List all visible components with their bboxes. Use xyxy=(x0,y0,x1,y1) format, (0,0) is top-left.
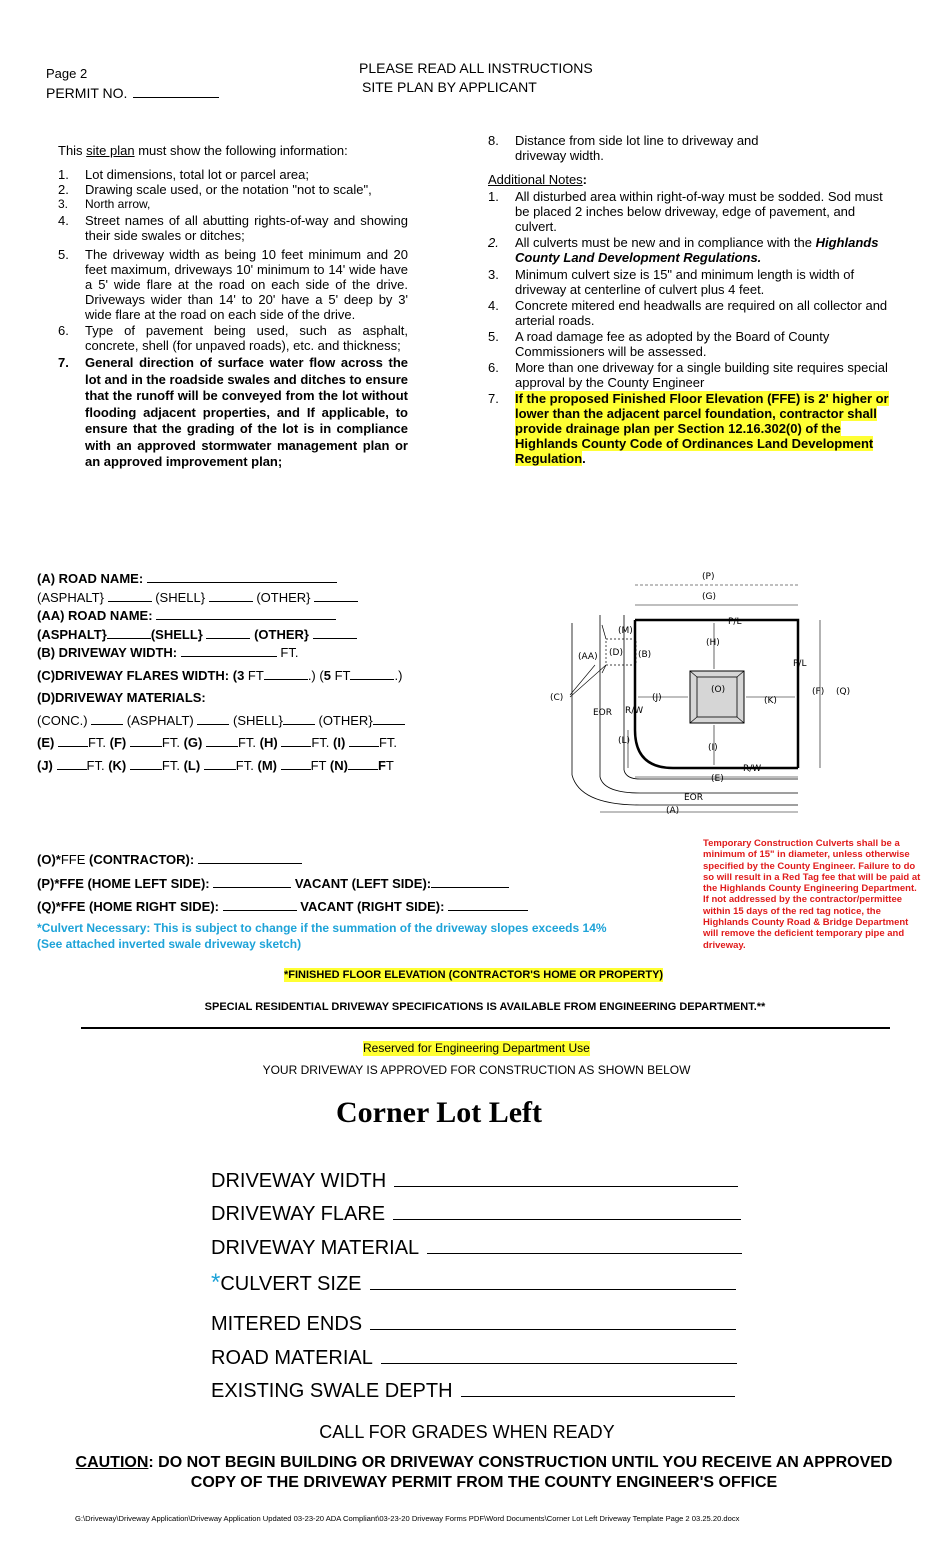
approval-driveway-material xyxy=(211,1235,742,1260)
culvert-note-line1 xyxy=(37,920,607,936)
approval-driveway-flare-field[interactable] xyxy=(393,1201,741,1220)
flares-label: (C)DRIVEWAY FLARES WIDTH: ( xyxy=(37,667,238,683)
dim-l-label: (L) xyxy=(183,757,201,773)
driveway-flares-row xyxy=(37,667,497,686)
item-number: 7. xyxy=(58,355,69,370)
dim-i-field[interactable] xyxy=(349,734,379,747)
approval-driveway-material-field[interactable] xyxy=(427,1235,742,1254)
driveway-width-row xyxy=(37,644,497,663)
page-title: Corner Lot Left xyxy=(335,1096,543,1129)
item-text: All disturbed area within right-of-way must be sodded. Sod must be placed 2 inches below driveway, edge of pavement, and culvert. xyxy=(515,189,883,234)
finished-floor-note: *FINISHED FLOOR ELEVATION (CONTRACTOR'S HOME OR PROPERTY) xyxy=(284,969,664,981)
diagram-label-e: (E) xyxy=(711,774,724,784)
diagram-label-o: (O) xyxy=(711,685,726,695)
driveway-width-label: (B) DRIVEWAY WIDTH: xyxy=(37,645,178,660)
approval-driveway-width xyxy=(211,1168,738,1193)
site-plan-requirements xyxy=(58,167,408,471)
diagram-label-m: (M) xyxy=(618,626,633,636)
dim-g-field[interactable] xyxy=(206,734,238,747)
ft-label: FT. xyxy=(235,757,254,773)
dim-i-label: (I) xyxy=(333,735,346,750)
diagram-label-a: (A) xyxy=(666,806,680,816)
driveway-materials-row xyxy=(37,689,497,708)
approval-label: EXISTING SWALE DEPTH xyxy=(211,1380,453,1402)
diagram-label-h: (H) xyxy=(706,638,720,648)
shell-label: (SHELL} xyxy=(155,589,206,605)
caution-label: CAUTION xyxy=(75,1454,149,1471)
dim-f-label: (F) xyxy=(109,735,127,750)
additional-notes-list xyxy=(488,189,900,466)
special-spec-note: SPECIAL RESIDENTIAL DRIVEWAY SPECIFICATIONS IS AVAILABLE FROM ENGINEERING DEPARTMENT.** xyxy=(204,1001,766,1013)
list-item xyxy=(488,133,898,163)
approval-swale-depth-field[interactable] xyxy=(461,1378,735,1397)
ft-label: FT. xyxy=(161,757,180,773)
flare-5-field[interactable] xyxy=(350,667,394,680)
diagram-label-l: (L) xyxy=(618,736,631,746)
vacant-left-field[interactable] xyxy=(431,875,509,888)
approval-label: DRIVEWAY FLARE xyxy=(211,1203,386,1225)
ffe-contractor-field[interactable] xyxy=(198,851,302,864)
dim-e-field[interactable] xyxy=(58,734,88,747)
item-text-bold: Highlands County Land Development Regulations. xyxy=(515,235,879,265)
ffe-o-ffe: FFE xyxy=(60,852,90,867)
approval-mitered-ends-field[interactable] xyxy=(370,1311,736,1330)
dim-n-field[interactable] xyxy=(348,757,378,770)
intro-prefix: This xyxy=(58,143,87,158)
item-number: 4. xyxy=(58,213,69,228)
shell-label: (SHELL} xyxy=(150,626,203,642)
ffe-right-label: (Q)*FFE (HOME RIGHT SIDE): xyxy=(37,899,219,914)
item-number: 5. xyxy=(488,329,499,344)
list-item xyxy=(58,167,408,182)
site-plan-heading: SITE PLAN BY APPLICANT xyxy=(362,79,537,95)
item-text: Type of pavement being used, such as asphalt, concrete, shell (for unpaved roads), etc. and thickness; xyxy=(85,323,408,353)
ft-label: FT xyxy=(334,667,351,683)
item-number: 3. xyxy=(488,267,499,282)
item-number: 4. xyxy=(488,298,499,313)
list-item xyxy=(58,247,408,322)
diagram-label-g: (G) xyxy=(702,592,716,602)
dim-g-label: (G) xyxy=(183,735,203,750)
diagram-label-q: (Q) xyxy=(836,687,851,697)
notes-title-colon: : xyxy=(582,172,588,187)
asphalt-field[interactable] xyxy=(107,626,151,639)
list-item xyxy=(488,235,900,265)
item-number: 7. xyxy=(488,391,499,406)
dim-m-label: (M) xyxy=(257,757,277,773)
site-plan-requirement-8 xyxy=(488,133,898,163)
item-number: 8. xyxy=(488,133,499,148)
item-text: The driveway width as being 10 feet minimum and 20 feet maximum, driveways 10' minimum to 14' wide have a 5' wide flare at the road on each side of the drive. Driveways wider than 14' to 20' have a 5' deep by 3' wide flare at the road on each side of the drive. xyxy=(85,247,408,322)
culvert-star: * xyxy=(37,921,42,935)
item-number: 5. xyxy=(58,247,69,262)
temporary-culvert-note: Temporary Construction Culverts shall be a minimum of 15" in diameter, unless otherwise specified by the County Engineer. Failure to do so will result in a Red Tag fee that will be paid at the Highlands County Engineering Department. If not addressed by the contractor/permittee within 15 days of the red tag notice, the Highlands County Road & Bridge Department will remove the deficient temporary pipe and driveway. xyxy=(703,838,921,951)
dim-f-field[interactable] xyxy=(130,734,162,747)
item-number: 3. xyxy=(58,197,69,211)
corner-lot-diagram xyxy=(540,565,870,827)
footer-file-path: G:\Driveway\Driveway Application\Driveway Application Updated 03-23-20 ADA Compliant\03-23-20 Driveway Forms PDF\Word Documents\Corner Lot Left Driveway Template Page 2 03.25.20.docx xyxy=(75,1514,740,1523)
divider-line xyxy=(81,1027,890,1029)
road-a-surface-row xyxy=(37,589,497,608)
approval-swale-depth xyxy=(211,1378,735,1403)
diagram-label-i: (I) xyxy=(708,743,718,753)
ft-label-tail: T xyxy=(385,757,394,773)
diagram-label-rw-left: R/W xyxy=(625,706,644,716)
flare-3-field[interactable] xyxy=(264,667,308,680)
additional-notes-title xyxy=(488,172,587,187)
vacant-right-field[interactable] xyxy=(448,898,528,911)
item-text: General direction of surface water flow across the lot and in the roadside swales and ditches to ensure that the runoff will be conveyed from the lot without flooding adjacent properties, and If applicable, to ensure that the grading of the lot is in compliance with an approved stormwater management plan or an approved improvement plan; xyxy=(85,355,408,469)
permit-number-field[interactable] xyxy=(133,85,219,98)
road-name-a-field[interactable] xyxy=(147,570,337,583)
shell-field[interactable] xyxy=(206,626,250,639)
ft-label: FT xyxy=(247,667,264,683)
shell-label: (SHELL} xyxy=(232,712,283,728)
diagram-label-b: (B) xyxy=(638,650,652,660)
caution-notice xyxy=(0,1453,950,1493)
ft-label: F xyxy=(377,757,386,773)
driveway-width-field[interactable] xyxy=(181,644,277,657)
flares-3: 3 xyxy=(237,667,245,683)
diagram-label-pl-top: P/L xyxy=(728,617,742,627)
permit-number xyxy=(46,85,219,101)
approval-label: DRIVEWAY MATERIAL xyxy=(211,1237,420,1259)
asphalt-field[interactable] xyxy=(108,589,152,602)
item-period: . xyxy=(582,451,586,466)
list-item xyxy=(58,182,408,197)
item-text: North arrow, xyxy=(85,197,151,211)
dim-h-label: (H) xyxy=(259,735,278,750)
ffe-contractor-row xyxy=(37,848,528,872)
dim-l-field[interactable] xyxy=(204,757,236,770)
approved-note: YOUR DRIVEWAY IS APPROVED FOR CONSTRUCTION AS SHOWN BELOW xyxy=(262,1063,691,1077)
culvert-text: This is subject to change if the summation of the driveway slopes exceeds 14% xyxy=(150,921,607,935)
ffe-fields xyxy=(37,848,528,919)
reserved-note: Reserved for Engineering Department Use xyxy=(363,1041,590,1055)
ft-label: FT. xyxy=(86,757,105,773)
item-text: All culverts must be new and in compliance with the xyxy=(515,235,816,250)
road-name-a-row xyxy=(37,570,497,589)
road-name-a-label: (A) ROAD NAME: xyxy=(37,571,144,586)
call-for-grades: CALL FOR GRADES WHEN READY xyxy=(319,1422,615,1442)
site-plan-term: site plan xyxy=(86,143,135,158)
diagram-label-eor: EOR xyxy=(593,708,613,718)
culvert-size-star: * xyxy=(211,1269,221,1296)
item-text-highlighted: If the proposed Finished Floor Elevation (FFE) is 2' higher or lower than the adjacent parcel foundation, contractor shall provide drainage plan per Section 12.16.302(0) of the Highlands County Code of Ordinances Land Development Regulation xyxy=(515,391,889,466)
dimensions-row-j xyxy=(37,757,497,776)
vacant-right-label: VACANT (RIGHT SIDE): xyxy=(300,899,445,914)
road-aa-surface-row xyxy=(37,626,497,645)
dim-j-field[interactable] xyxy=(57,757,87,770)
approval-label: DRIVEWAY WIDTH xyxy=(211,1170,387,1192)
flares-separator: .) ( xyxy=(307,667,324,683)
road-name-aa-label: (AA) ROAD NAME: xyxy=(37,608,153,623)
ft-label: FT xyxy=(310,757,327,773)
item-text: Drawing scale used, or the notation "not to scale", xyxy=(85,182,372,197)
site-plan-intro xyxy=(58,143,348,158)
approval-driveway-width-field[interactable] xyxy=(394,1168,738,1187)
road-name-aa-row xyxy=(37,607,497,626)
other-field[interactable] xyxy=(313,626,357,639)
dim-k-field[interactable] xyxy=(130,757,162,770)
culvert-note-line2: (See attached inverted swale driveway sketch) xyxy=(37,937,302,951)
ft-label: FT. xyxy=(378,735,397,750)
ffe-left-row xyxy=(37,872,528,896)
item-text: Minimum culvert size is 15" and minimum length is width of driveway at centerline of culvert plus 4 feet. xyxy=(515,267,855,297)
dim-e-label: (E) xyxy=(37,735,55,750)
approval-culvert-size xyxy=(211,1271,736,1296)
diagram-label-pl-right: P/L xyxy=(793,659,807,669)
diagram-label-rw-bottom: R/W xyxy=(743,764,762,774)
culvert-bold: Culvert Necessary: xyxy=(41,921,151,935)
item-text: More than one driveway for a single building site requires special approval by the County Engineer xyxy=(515,360,888,390)
instructions-heading: PLEASE READ ALL INSTRUCTIONS xyxy=(359,60,593,76)
caution-text: : DO NOT BEGIN BUILDING OR DRIVEWAY CONSTRUCTION UNTIL YOU RECEIVE AN APPROVED xyxy=(148,1454,893,1471)
other-field[interactable] xyxy=(314,589,358,602)
dim-n-label: (N) xyxy=(329,757,348,773)
list-item xyxy=(488,360,900,390)
driveway-form xyxy=(37,570,497,775)
list-item xyxy=(488,298,900,328)
dim-h-field[interactable] xyxy=(281,734,311,747)
flares-5: 5 xyxy=(323,667,331,683)
culvert-note xyxy=(37,920,607,952)
diagram-label-k: (K) xyxy=(764,696,777,706)
intro-suffix: must show the following information: xyxy=(134,143,348,158)
item-text: Concrete mitered end headwalls are required on all collector and arterial roads. xyxy=(515,298,888,328)
approval-road-material-field[interactable] xyxy=(381,1345,737,1364)
list-item xyxy=(58,355,408,471)
ffe-right-field[interactable] xyxy=(223,898,297,911)
approval-culvert-size-field[interactable] xyxy=(370,1271,736,1290)
approval-label: MITERED ENDS xyxy=(211,1313,363,1335)
conc-label: (CONC.) xyxy=(37,712,88,728)
ffe-left-field[interactable] xyxy=(213,875,291,888)
ft-label: FT. xyxy=(237,735,257,750)
conc-field[interactable] xyxy=(91,712,123,725)
asphalt-field[interactable] xyxy=(197,712,229,725)
ffe-right-row xyxy=(37,895,528,919)
shell-field[interactable] xyxy=(283,712,315,725)
dimensions-row-e xyxy=(37,734,497,753)
road-name-aa-field[interactable] xyxy=(156,607,336,620)
other-label: (OTHER} xyxy=(254,626,309,642)
asphalt-label: (ASPHALT} xyxy=(37,626,107,642)
diagram-label-aa: (AA) xyxy=(578,652,598,662)
list-item xyxy=(58,323,408,353)
other-field[interactable] xyxy=(373,712,405,725)
asphalt-label: (ASPHALT) xyxy=(126,712,194,728)
other-label: (OTHER} xyxy=(256,589,311,605)
item-text: A road damage fee as adopted by the Board of County Commissioners will be assessed. xyxy=(515,329,830,359)
permit-label: PERMIT NO. xyxy=(46,85,128,101)
asphalt-label: (ASPHALT} xyxy=(37,589,104,605)
materials-options-row xyxy=(37,712,497,731)
item-number: 2. xyxy=(58,182,69,197)
list-item xyxy=(488,329,900,359)
ffe-left-label: (P)*FFE (HOME LEFT SIDE): xyxy=(37,875,210,891)
approval-driveway-flare xyxy=(211,1201,741,1226)
list-item xyxy=(488,189,900,234)
approval-label: ROAD MATERIAL xyxy=(211,1347,373,1369)
ffe-o-prefix: (O)* xyxy=(37,852,61,867)
dim-k-label: (K) xyxy=(108,757,127,773)
dim-j-label: (J) xyxy=(37,757,53,773)
caution-line2: COPY OF THE DRIVEWAY PERMIT FROM THE COUNTY ENGINEER'S OFFICE xyxy=(190,1474,778,1491)
ft-label: FT. xyxy=(280,645,299,660)
list-item xyxy=(58,213,408,243)
diagram-label-p: (P) xyxy=(702,572,715,582)
item-text: Street names of all abutting rights-of-way and showing their side swales or ditches; xyxy=(85,213,408,243)
flares-end: .) xyxy=(394,667,403,683)
approval-road-material xyxy=(211,1345,737,1370)
ft-label: FT. xyxy=(311,735,330,750)
item-number: 6. xyxy=(488,360,499,375)
item-text: Lot dimensions, total lot or parcel area; xyxy=(85,167,310,182)
diagram-label-f: (F) xyxy=(812,687,825,697)
approval-label: CULVERT SIZE xyxy=(220,1273,362,1295)
vacant-left-label: VACANT (LEFT SIDE): xyxy=(294,875,432,891)
item-number: 1. xyxy=(58,167,69,182)
item-number: 2. xyxy=(488,235,499,250)
dim-m-field[interactable] xyxy=(281,757,311,770)
ft-label: FT. xyxy=(87,735,107,750)
ft-label: FT. xyxy=(161,735,180,750)
list-item xyxy=(58,197,408,211)
other-label: (OTHER} xyxy=(318,712,373,728)
ffe-contractor-label: (CONTRACTOR): xyxy=(89,852,195,867)
driveway-materials-label: (D)DRIVEWAY MATERIALS: xyxy=(37,690,206,705)
list-item xyxy=(488,391,900,466)
shell-field[interactable] xyxy=(209,589,253,602)
diagram-label-j: (J) xyxy=(652,693,662,703)
caution-line1 xyxy=(0,1453,950,1473)
diagram-label-eor-bottom: EOR xyxy=(684,793,704,803)
item-number: 6. xyxy=(58,323,69,338)
page-number: Page 2 xyxy=(46,66,88,81)
approval-mitered-ends xyxy=(211,1311,736,1336)
list-item xyxy=(488,267,900,297)
diagram-label-d: (D) xyxy=(609,648,623,658)
diagram-label-c: (C) xyxy=(550,693,564,703)
notes-title-text: Additional Notes xyxy=(488,172,583,187)
item-number: 1. xyxy=(488,189,499,204)
item-text: Distance from side lot line to driveway and driveway width. xyxy=(515,133,759,163)
